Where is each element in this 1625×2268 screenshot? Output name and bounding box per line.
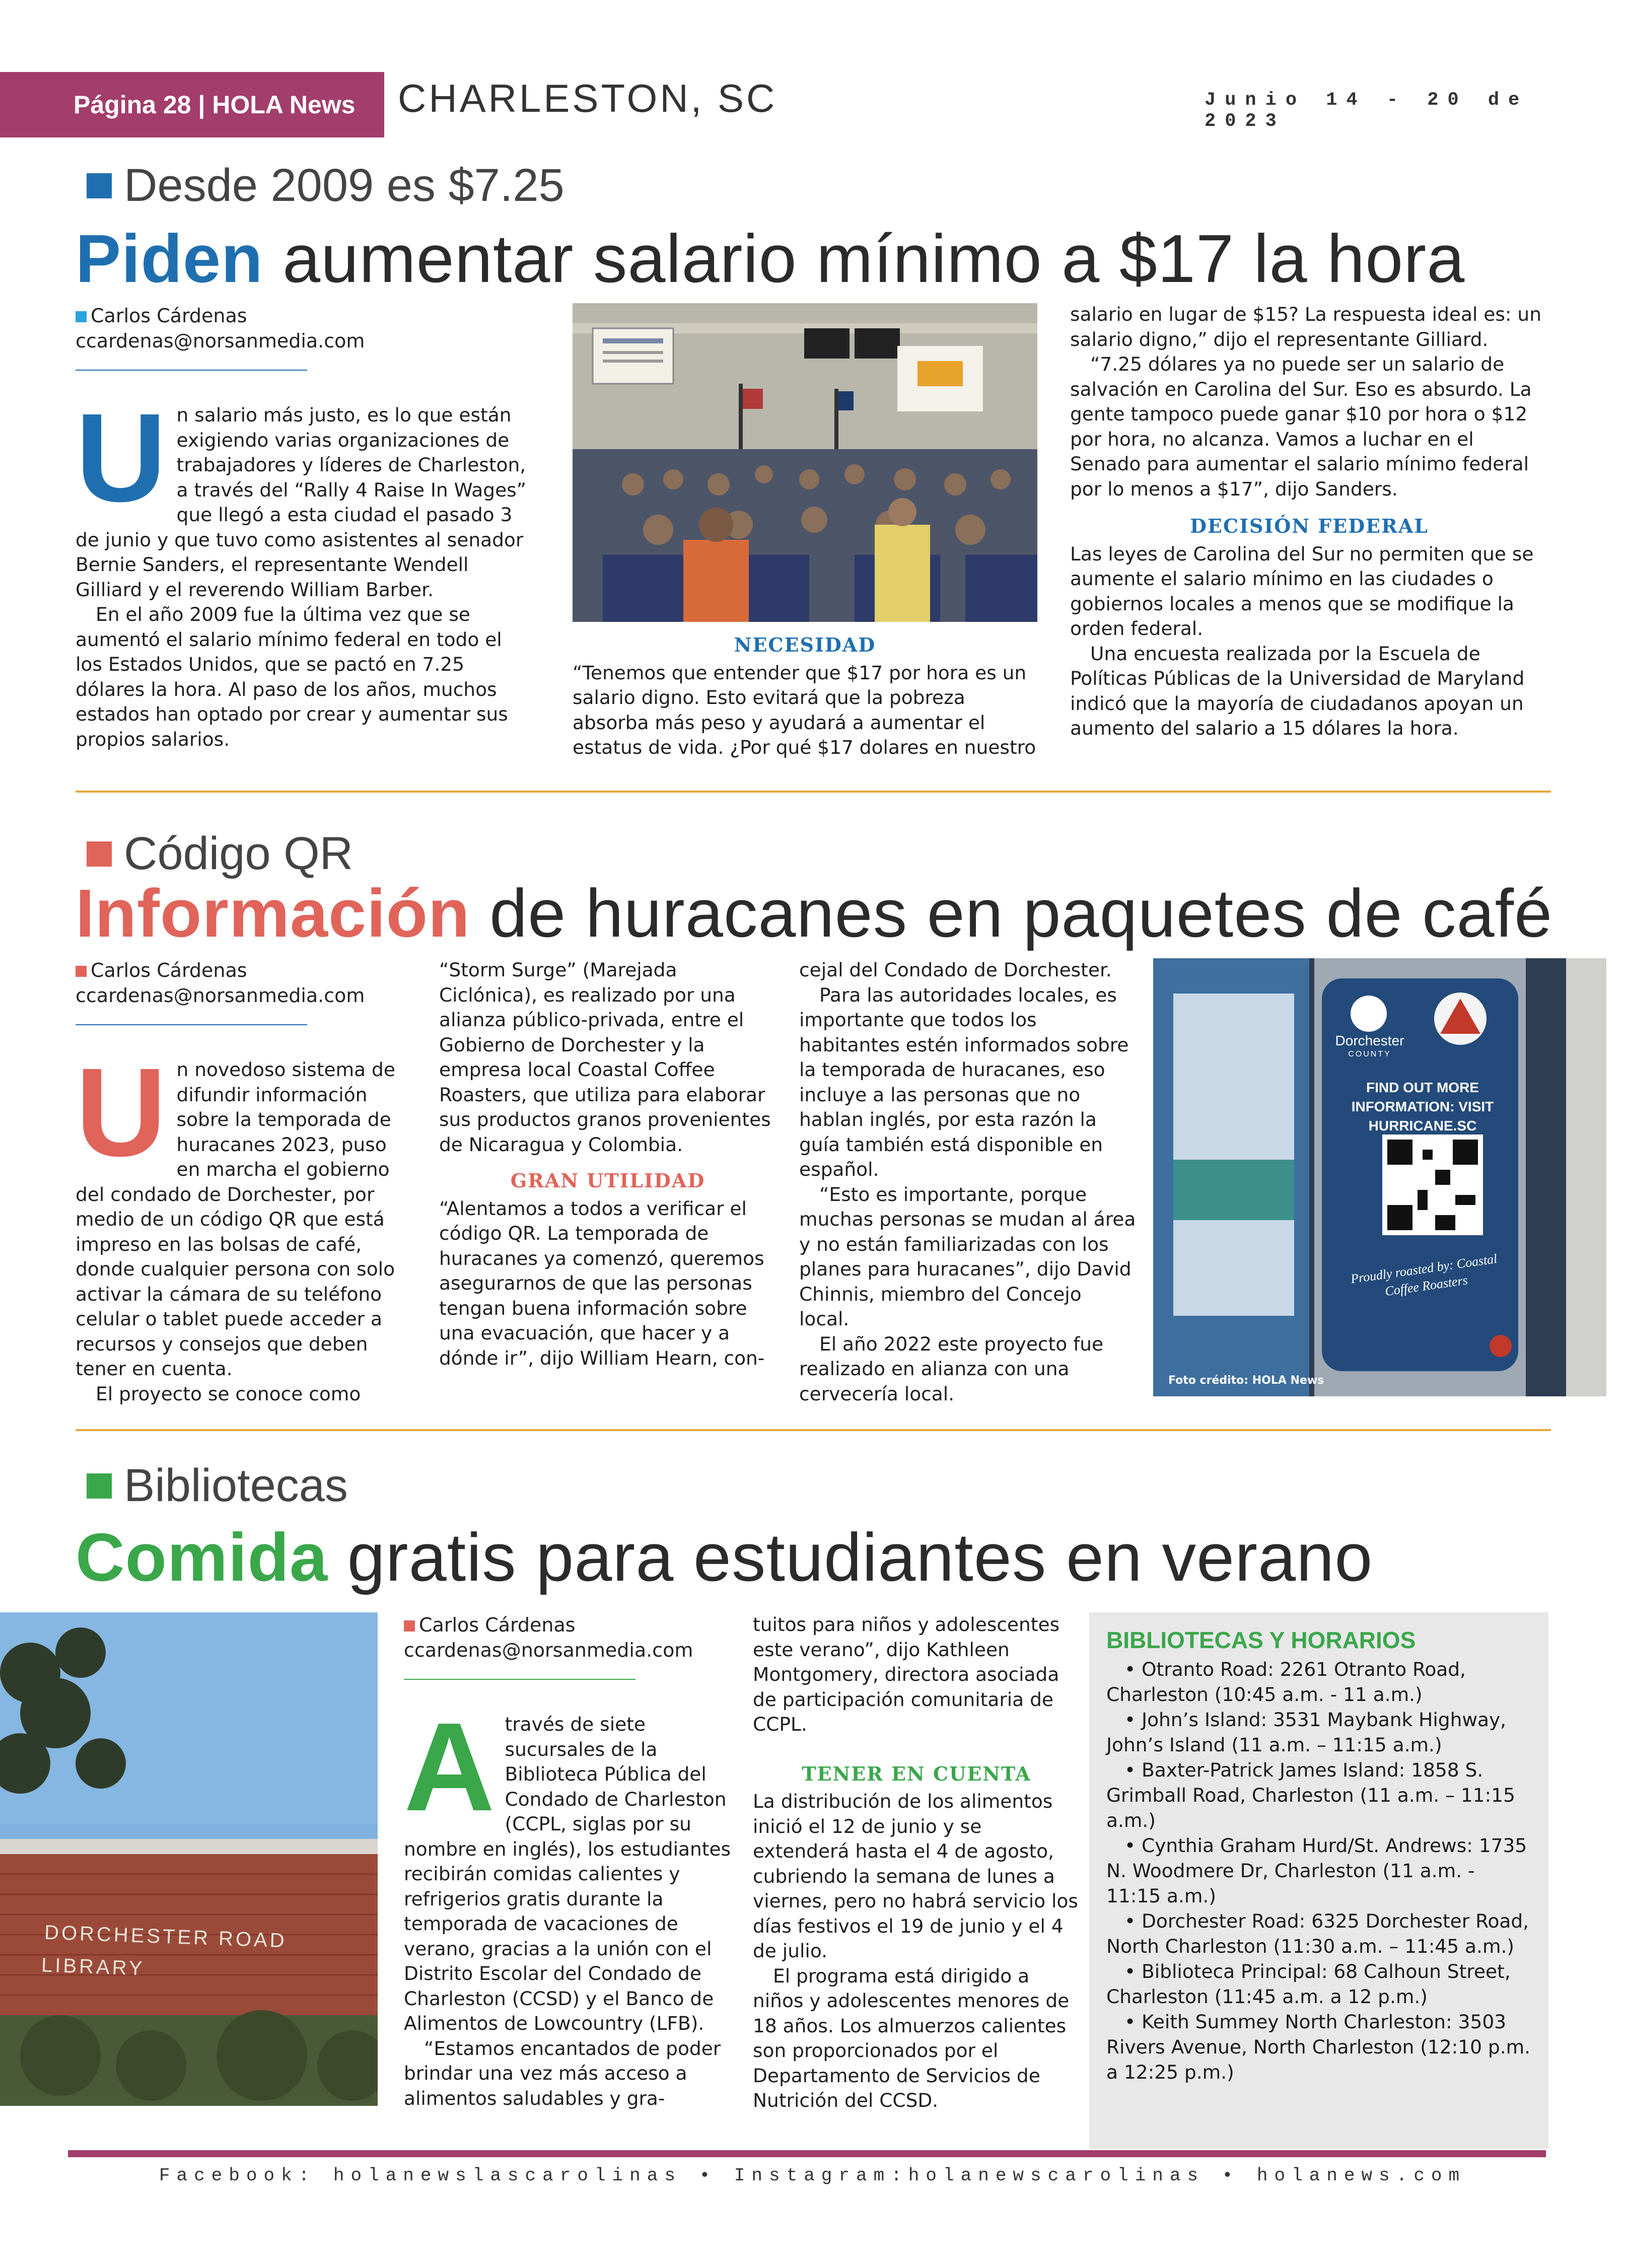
- sidebar-item: • John’s Island: 3531 Maybank Highway, John’s Island (11 a.m. – 11:15 a.m.): [1106, 1709, 1507, 1756]
- issue-date: Junio 14 - 20 de 2023: [1205, 90, 1529, 132]
- bag-brand: Dorchester: [1335, 1033, 1404, 1048]
- coral-square-icon: [87, 841, 112, 867]
- subhead-necesidad: NECESIDAD: [734, 633, 876, 656]
- small-square-icon: [76, 311, 87, 322]
- footer-rule: [68, 2150, 1546, 2157]
- subhead-gran-utilidad: GRAN UTILIDAD: [510, 1169, 705, 1192]
- footer-social-links: Facebook: holanewslascarolinas • Instagram:holanewscarolinas • holanews.com: [159, 2165, 1466, 2186]
- coffee-bag-photo: [1153, 958, 1606, 1396]
- bag-county: COUNTY: [1348, 1050, 1391, 1058]
- article2-column-3: cejal del Condado de Dorchester. Para las autoridades locales, es importante que todos los habitantes estén informados sobre la temporada de huracanes, eso incluye a las personas que no hablan inglés, por esta razón la guía también está disponible en español. “Esto es importante, porque muchas personas se mudan al área y no están familiarizadas con los planes para huracanes”, dijo David Chinnis, miembro del Concejo local. El año 2022 este proyecto fue realizado en alianza con una cervecería local.: [799, 959, 1136, 1405]
- photo-credit: Foto crédito: HOLA News: [1168, 1374, 1324, 1387]
- author-email: ccardenas@norsanmedia.com: [76, 330, 365, 352]
- article3-column-2: tuitos para niños y adolescentes este verano”, dijo Kathleen Montgomery, directora asociada de participación comunitaria de CCPL. TENER EN CUENTA La distribución de los alimentos inició el 12 de junio y se extenderá hasta el 4 de agosto, cubriendo la semana de lunes a viernes, pero no habrá servicio los días festivos el 19 de junio y el 4 de julio. El programa está dirigido a niños y adolescentes menores de 18 años. Los almuerzos calientes son proporcionados por el Departamento de Servicios de Nutrición del CCSD.: [753, 1612, 1080, 2113]
- article2-column-2: “Storm Surge” (Marejada Ciclónica), es realizado por una alianza público-privada, entre el Gobierno de Dorchester y la empresa local Coastal Coffee Roasters, que utiliza para elaborar sus productos granos provenientes de Nicaragua y Colombia. GRAN UTILIDAD “Alentamos a todos a verificar el código QR. La temporada de huracanes ya comenzó, queremos asegurarnos de que las personas tengan buena información sobre una evacuación, que hacer y a dónde ir”, dijo William Hearn, con-: [439, 958, 776, 1371]
- byline-rule: [76, 370, 307, 371]
- sidebar-title: BIBLIOTECAS Y HORARIOS: [1106, 1627, 1416, 1653]
- article1-byline: [76, 303, 378, 371]
- byline-rule: [404, 1679, 635, 1680]
- article3-byline: [404, 1612, 706, 1680]
- sidebar-item: • Cynthia Graham Hurd/St. Andrews: 1735 N. Woodmere Dr, Charleston (11 a.m. - 11:15 a.m.): [1106, 1834, 1527, 1907]
- green-square-icon: [87, 1473, 112, 1499]
- small-square-icon: [404, 1620, 415, 1632]
- bag-qr-text: FIND OUT MORE INFORMATION: VISIT HURRICANE.SC: [1351, 1080, 1494, 1133]
- sidebar-item: • Keith Summey North Charleston: 3503 Rivers Avenue, North Charleston (12:10 p.m. a 12:25 p.m.): [1106, 2011, 1531, 2083]
- sidebar-item: • Otranto Road: 2261 Otranto Road, Charleston (10:45 a.m. - 11 a.m.): [1106, 1658, 1466, 1706]
- article1-column-3: salario en lugar de $15? La respuesta ideal es: un salario digno,” dijo el representante Gilliard. “7.25 dólares ya no puede ser un salario de salvación en Carolina del Sur. Eso es absurdo. La gente tampoco puede ganar $10 por hora o $12 por hora, no alcanza. Vamos a luchar en el Senado para aumentar el salario mínimo federal por lo menos a $17”, dijo Sanders. DECISIÓN FEDERAL Las leyes de Carolina del Sur no permiten que se aumente el salario mínimo en las ciudades o gobiernos locales a menos que se modifique la orden federal. Una encuesta realizada por la Escuela de Políticas Públicas de la Universidad de Maryland indicó que la mayoría de ciudadanos apoyan un aumento del salario a 15 dólares la hora.: [1070, 302, 1548, 741]
- bag-roasted-text: Proudly roasted by: Coastal Coffee Roasters: [1350, 1251, 1498, 1299]
- library-photo: [0, 1612, 378, 2106]
- article3-column-1: A través de siete sucursales de la Biblioteca Pública del Condado de Charleston (CCPL, siglas por su nombre en inglés), los estudiantes recibirán comidas calientes y refrigerios gratis durante la temporada de vacaciones de verano, gracias a la unión con el Distrito Escolar del Condado de Charleston (CCSD) y el Banco de Alimentos de Lowcountry (LFB). “Estamos encantados de poder brindar una vez más acceso a alimentos saludables y gra-: [404, 1696, 731, 2109]
- author-email: ccardenas@norsanmedia.com: [404, 1639, 693, 1661]
- article1-headline: Piden aumentar salario mínimo a $17 la hora: [76, 221, 1465, 297]
- blue-square-icon: [87, 173, 112, 198]
- author-name: Carlos Cárdenas: [91, 305, 247, 327]
- author-name: Carlos Cárdenas: [91, 959, 247, 981]
- libraries-sidebar: [1089, 1612, 1548, 2149]
- article2-column-1: U n novedoso sistema de difundir información sobre la temporada de huracanes 2023, puso en marcha el gobierno del condado de Dorchester, por medio de un código QR que está impreso en las bolsas de café, donde cualquier persona con solo activar la cámara de su teléfono celular o tablet puede acceder a recursos y consejos que deben tener en cuenta. El proyecto se conoce como: [76, 1042, 395, 1405]
- article2-byline: [76, 958, 378, 1025]
- small-square-icon: [76, 966, 87, 977]
- library-sign-line-1: DORCHESTER ROAD: [44, 1921, 288, 1952]
- article1-column-2: NECESIDAD “Tenemos que entender que $17 por hora es un salario digno. Esto evitará que la pobreza absorba más peso y ayudará a aumentar el estatus de vida. ¿Por qué $17 dolares en nuestro: [573, 625, 1037, 760]
- sidebar-item: • Dorchester Road: 6325 Dorchester Road, North Charleston (11:30 a.m. – 11:45 a.m.): [1106, 1910, 1529, 1957]
- article1-column-1: U n salario más justo, es lo que están exigiendo varias organizaciones de trabajadores y líderes de Charleston, a través del “Rally 4 Raise In Wages” que llegó a esta ciudad el pasado 3 de junio y que tuvo como asistentes al senador Bernie Sanders, el representante Wendell Gilliard y el reverendo William Barber. En el año 2009 fue la última vez que se aumentó el salario mínimo federal en todo el los Estados Unidos, que se pactó en 7.25 dólares la hora. Al paso de los años, muchos estados han optado por crear y aumentar sus propios salarios.: [76, 387, 527, 750]
- section-divider: [76, 1429, 1551, 1431]
- author-email: ccardenas@norsanmedia.com: [76, 984, 365, 1007]
- rally-photo: [573, 303, 1037, 622]
- article3-kicker: Bibliotecas: [87, 1459, 348, 1512]
- article2-kicker: Código QR: [87, 827, 353, 880]
- city-label: CHARLESTON, SC: [398, 76, 778, 120]
- article2-headline: Información de huracanes en paquetes de café: [76, 875, 1553, 951]
- article1-kicker: Desde 2009 es $7.25: [87, 159, 564, 212]
- byline-rule: [76, 1024, 307, 1025]
- library-sign-line-2: LIBRARY: [41, 1954, 146, 1980]
- subhead-decision-federal: DECISIÓN FEDERAL: [1190, 515, 1429, 537]
- subhead-tener-en-cuenta: TENER EN CUENTA: [802, 1762, 1031, 1785]
- article3-headline: Comida gratis para estudiantes en verano: [76, 1519, 1373, 1595]
- page-number-tab: Página 28 | HOLA News: [0, 72, 384, 137]
- sidebar-item: • Biblioteca Principal: 68 Calhoun Street, Charleston (11:45 a.m. a 12 p.m.): [1106, 1960, 1511, 2008]
- sidebar-item: • Baxter-Patrick James Island: 1858 S. Grimball Road, Charleston (11 a.m. – 11:15 a.m.): [1106, 1759, 1515, 1831]
- section-divider: [76, 791, 1551, 793]
- author-name: Carlos Cárdenas: [419, 1614, 576, 1636]
- drop-cap: U: [76, 387, 167, 528]
- drop-cap: A: [404, 1696, 495, 1837]
- drop-cap: U: [76, 1042, 167, 1182]
